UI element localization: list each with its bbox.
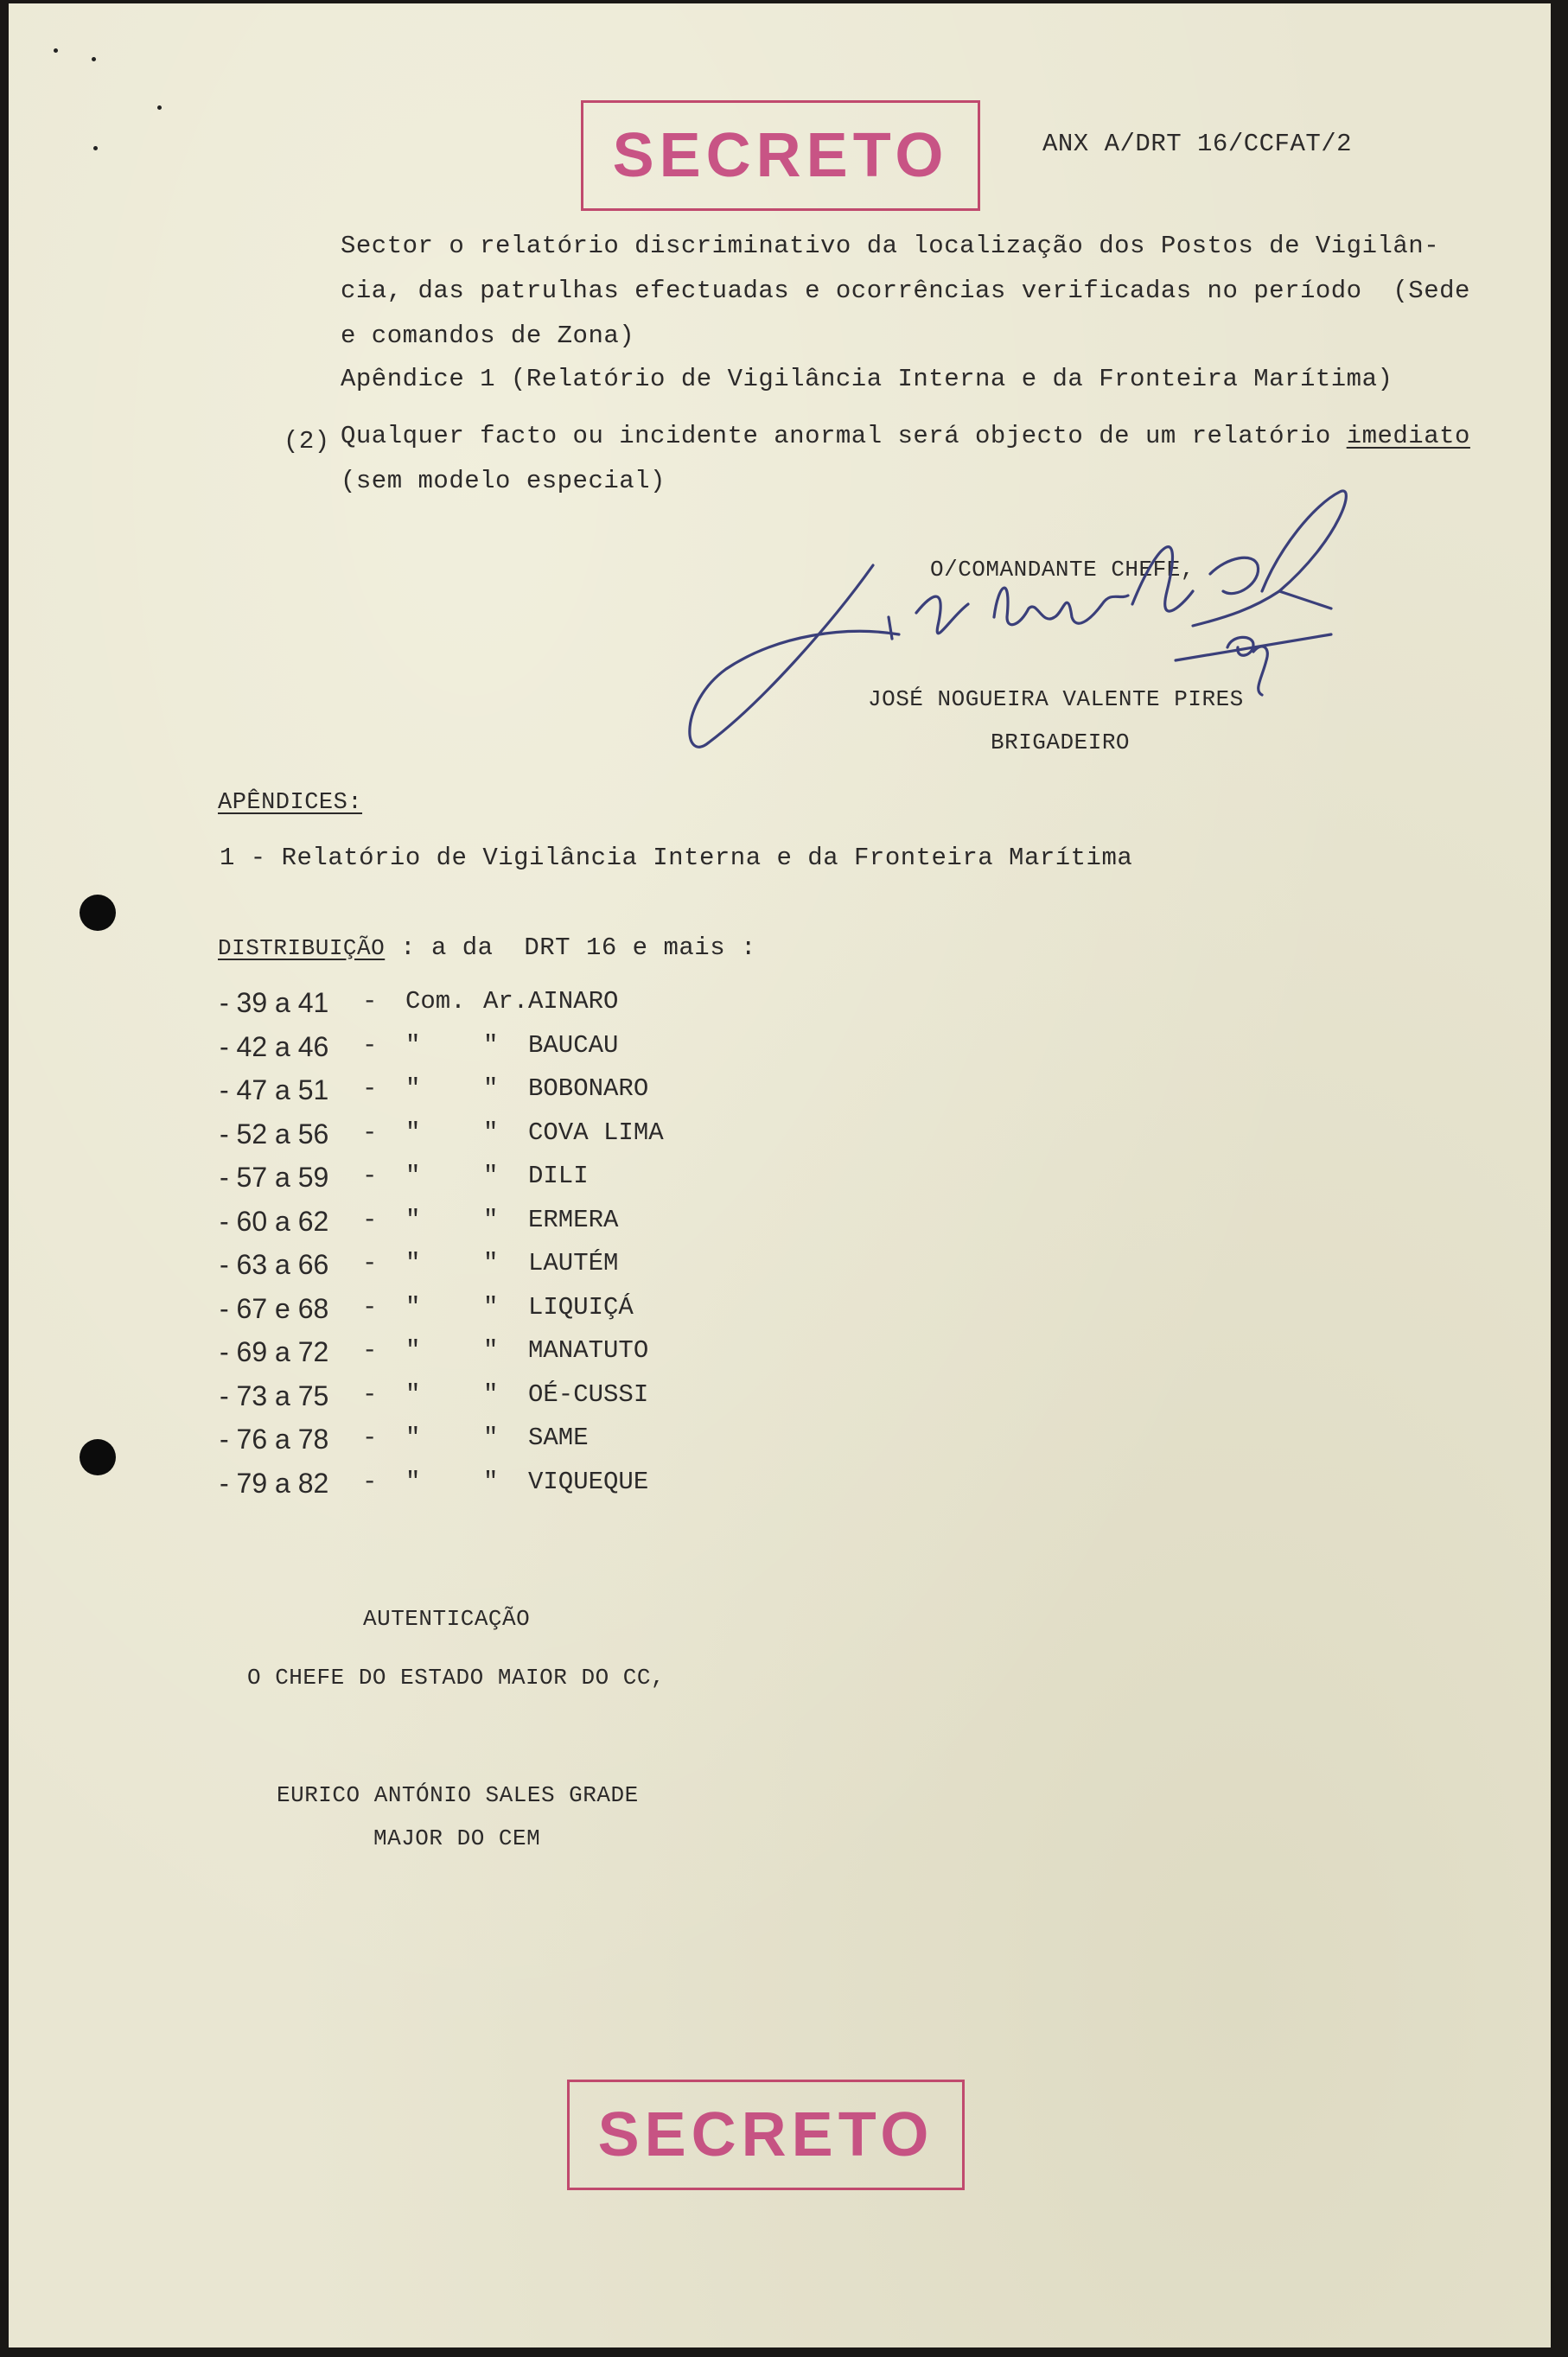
distribution-range: - 52 a 56 — [220, 1118, 329, 1150]
distribution-ditto: " — [483, 1118, 499, 1147]
body-line: cia, das patrulhas efectuadas e ocorrências verificadas no período (Sede — [341, 277, 1470, 305]
distribution-row — [220, 987, 738, 1022]
ink-speck — [93, 146, 98, 150]
item-2-line2: (sem modelo especial) — [341, 467, 666, 495]
distribution-unit: " — [405, 1118, 421, 1147]
distribution-ditto: " — [483, 1336, 499, 1365]
distribution-dash: - — [362, 1336, 378, 1365]
distribution-range: - 47 a 51 — [220, 1074, 329, 1105]
signatory-rank: BRIGADEIRO — [991, 729, 1131, 755]
signature-title: O/COMANDANTE CHEFE, — [930, 557, 1195, 583]
distribution-place: BOBONARO — [528, 1074, 649, 1103]
distribution-ditto: " — [483, 1205, 499, 1234]
distribution-unit: " — [405, 1379, 421, 1409]
distribution-row — [220, 1206, 738, 1240]
distribution-dash: - — [362, 1205, 378, 1234]
distribution-unit: " — [405, 1074, 421, 1103]
distribution-range: - 73 a 75 — [220, 1379, 329, 1411]
distribution-place: LAUTÉM — [528, 1249, 619, 1277]
appendix-item: 1 - Relatório de Vigilância Interna e da Fronteira Marítima — [220, 844, 1133, 872]
distribution-range: - 67 e 68 — [220, 1292, 329, 1324]
distribution-row — [220, 1031, 738, 1066]
distribution-unit: " — [405, 1424, 421, 1452]
authentication-line: O CHEFE DO ESTADO MAIOR DO CC, — [247, 1665, 666, 1691]
distribution-row — [220, 1424, 738, 1458]
distribution-row — [220, 1074, 738, 1109]
distribution-place: AINARO — [528, 987, 619, 1016]
distribution-unit: " — [405, 1336, 421, 1365]
signatory-name: JOSÉ NOGUEIRA VALENTE PIRES — [868, 686, 1244, 712]
distribution-range: - 57 a 59 — [220, 1162, 329, 1193]
distribution-range: - 42 a 46 — [220, 1030, 329, 1062]
distribution-unit: " — [405, 1030, 421, 1060]
distribution-place: COVA LIMA — [528, 1118, 664, 1147]
ink-speck — [92, 57, 96, 61]
distribution-dash: - — [362, 1249, 378, 1277]
distribution-row — [220, 1336, 738, 1371]
distribution-dash: - — [362, 987, 378, 1016]
stamp-text: SECRETO — [612, 121, 949, 190]
distribution-unit: " — [405, 1249, 421, 1277]
authenticator-rank: MAJOR DO CEM — [373, 1825, 541, 1851]
punch-hole-bottom — [80, 1439, 116, 1475]
distribution-dash: - — [362, 1467, 378, 1496]
distribution-dash: - — [362, 1162, 378, 1190]
distribution-range: - 63 a 66 — [220, 1249, 329, 1280]
document-reference: ANX A/DRT 16/CCFAT/2 — [1042, 130, 1353, 158]
distribution-place: OÉ-CUSSI — [528, 1379, 649, 1409]
distribution-range: - 79 a 82 — [220, 1467, 329, 1499]
distribution-unit: " — [405, 1292, 421, 1322]
appendices-heading: APÊNDICES: — [218, 790, 363, 816]
distribution-heading-rest: : a da DRT 16 e mais : — [385, 933, 756, 962]
distribution-place: LIQUIÇÁ — [528, 1292, 634, 1322]
distribution-place: BAUCAU — [528, 1030, 619, 1060]
distribution-unit: Com. — [405, 987, 466, 1016]
distribution-dash: - — [362, 1030, 378, 1060]
distribution-row — [220, 1380, 738, 1415]
distribution-unit: " — [405, 1205, 421, 1234]
authenticator-name: EURICO ANTÓNIO SALES GRADE — [277, 1782, 639, 1808]
body-line: e comandos de Zona) — [341, 322, 635, 350]
body-line: Sector o relatório discriminativo da localização dos Postos de Vigilân- — [341, 232, 1440, 260]
distribution-dash: - — [362, 1379, 378, 1409]
distribution-row — [220, 1162, 738, 1196]
punch-hole-top — [80, 895, 116, 931]
secret-stamp-bottom — [567, 2080, 965, 2190]
document-page — [9, 3, 1551, 2347]
distribution-ditto: " — [483, 1249, 499, 1277]
body-line: Apêndice 1 (Relatório de Vigilância Interna e da Fronteira Marítima) — [341, 365, 1393, 393]
distribution-dash: - — [362, 1424, 378, 1452]
distribution-ditto: " — [483, 1162, 499, 1190]
item-2-emphasis: imediato — [1346, 422, 1470, 450]
distribution-unit: " — [405, 1467, 421, 1496]
distribution-range: - 76 a 78 — [220, 1424, 329, 1455]
distribution-heading: DISTRIBUIÇÃO — [218, 935, 386, 961]
distribution-place: VIQUEQUE — [528, 1467, 649, 1496]
distribution-dash: - — [362, 1292, 378, 1322]
authentication-heading: AUTENTICAÇÃO — [363, 1606, 531, 1632]
item-2-line — [341, 422, 1470, 450]
item-2-text: Qualquer facto ou incidente anormal será objecto de um relatório — [341, 422, 1347, 450]
distribution-place: MANATUTO — [528, 1336, 649, 1365]
distribution-ditto: " — [483, 1292, 499, 1322]
ink-speck — [54, 48, 58, 53]
distribution-ditto: Ar. — [483, 987, 529, 1016]
distribution-row — [220, 1118, 738, 1153]
distribution-row — [220, 1468, 738, 1502]
distribution-row — [220, 1249, 738, 1284]
distribution-dash: - — [362, 1074, 378, 1103]
distribution-ditto: " — [483, 1424, 499, 1452]
distribution-ditto: " — [483, 1074, 499, 1103]
item-number: (2) — [284, 427, 330, 455]
distribution-ditto: " — [483, 1467, 499, 1496]
distribution-place: ERMERA — [528, 1205, 619, 1234]
ink-speck — [157, 105, 162, 110]
distribution-range: - 39 a 41 — [220, 987, 329, 1018]
distribution-unit: " — [405, 1162, 421, 1190]
distribution-row — [220, 1293, 738, 1328]
secret-stamp-top — [581, 100, 980, 211]
stamp-text: SECRETO — [597, 2100, 934, 2169]
distribution-place: DILI — [528, 1162, 589, 1190]
distribution-ditto: " — [483, 1030, 499, 1060]
distribution-range: - 60 a 62 — [220, 1205, 329, 1237]
distribution-ditto: " — [483, 1379, 499, 1409]
distribution-heading-line — [218, 933, 756, 962]
distribution-dash: - — [362, 1118, 378, 1147]
distribution-range: - 69 a 72 — [220, 1336, 329, 1367]
distribution-place: SAME — [528, 1424, 589, 1452]
